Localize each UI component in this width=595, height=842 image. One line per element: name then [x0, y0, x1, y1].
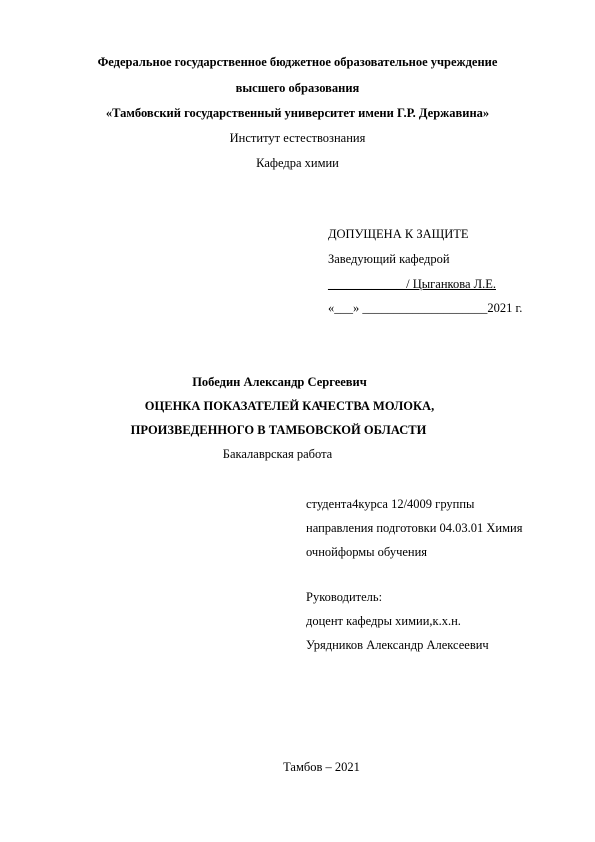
author-name: Победин Александр Сергеевич — [192, 375, 367, 389]
student-block — [306, 497, 522, 560]
date-blank: ____________________ — [362, 301, 488, 315]
institution-line-2: высшего образования — [235, 81, 360, 95]
supervisor-block — [306, 590, 489, 653]
institute-name: Институт естествознания — [229, 131, 366, 145]
student-study-form: очнойформы обучения — [306, 545, 428, 559]
signature-name: / Цыганкова Л.Е. — [403, 277, 496, 291]
approval-signature-line — [328, 277, 522, 292]
approval-block — [328, 227, 522, 316]
thesis-title-line-1: ОЦЕНКА ПОКАЗАТЕЛЕЙ КАЧЕСТВА МОЛОКА, — [144, 399, 435, 413]
thesis-title-line-2: ПРОИЗВЕДЕННОГО В ТАМБОВСКОЙ ОБЛАСТИ — [130, 423, 427, 437]
signature-blank: ____________ — [328, 277, 403, 291]
work-type: Бакалаврская работа — [222, 447, 333, 461]
institution-line-1: Федеральное государственное бюджетное образовательное учреждение — [97, 55, 498, 69]
approval-date-line — [328, 301, 522, 316]
city-year: Тамбов – 2021 — [283, 760, 360, 774]
department-name: Кафедра химии — [256, 156, 339, 170]
university-name: «Тамбовский государственный университет имени Г.Р. Державина» — [105, 106, 490, 120]
supervisor-label: Руководитель: — [306, 590, 383, 604]
student-course-group: студента4курса 12/4009 группы — [306, 497, 475, 511]
approval-role: Заведующий кафедрой — [328, 252, 450, 266]
supervisor-name: Урядников Александр Алексеевич — [306, 638, 489, 652]
date-year: 2021 г. — [487, 301, 523, 315]
approval-status: ДОПУЩЕНА К ЗАЩИТЕ — [328, 227, 469, 241]
student-direction: направления подготовки 04.03.01 Химия — [306, 521, 523, 535]
date-open: «___» — [328, 301, 363, 315]
supervisor-position: доцент кафедры химии,к.х.н. — [306, 614, 461, 628]
